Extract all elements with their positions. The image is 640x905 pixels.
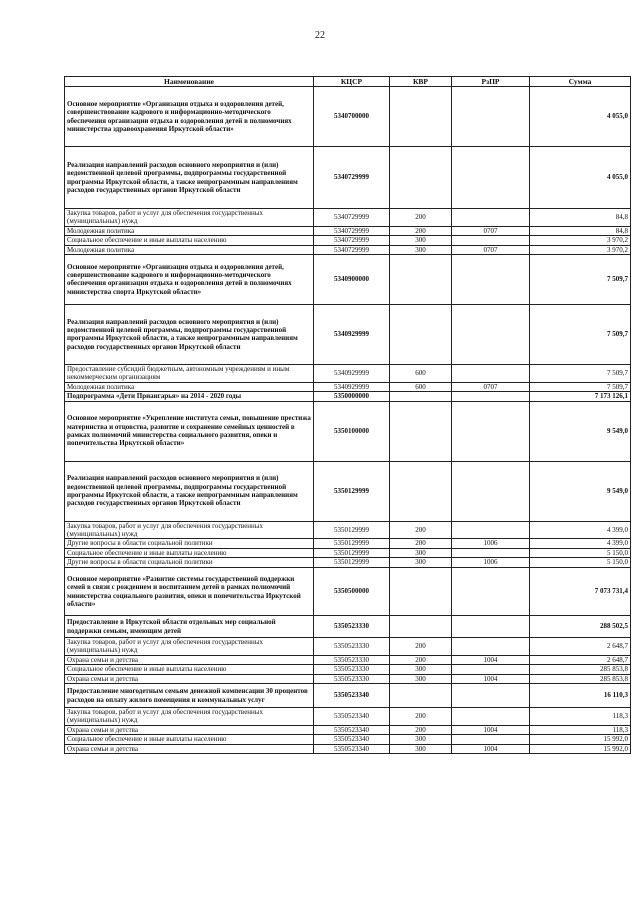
table-row	[65, 665, 631, 674]
cell-kvr: 200	[390, 539, 452, 548]
cell-name: Молодежная политика	[65, 226, 314, 235]
cell-kvr: 200	[390, 655, 452, 664]
cell-name: Реализация направлений расходов основного мероприятия и (или) ведомственной целевой программы, подпрограммы государственной программы Иркутской области, а также непрограммным направлениям расходов государственных органов Иркутской области	[65, 147, 314, 209]
cell-kcsr: 5350523340	[314, 708, 390, 726]
cell-kvr: 300	[390, 744, 452, 753]
cell-name: Реализация направлений расходов основного мероприятия и (или) ведомственной целевой программы, подпрограммы государственной программы Иркутской области, а также непрограммным направлениям расходов государственных органов Иркутской области	[65, 461, 314, 521]
cell-kcsr: 5350129999	[314, 548, 390, 557]
cell-rzpr	[452, 254, 530, 304]
cell-kvr: 300	[390, 236, 452, 245]
cell-rzpr: 1004	[452, 674, 530, 683]
cell-kcsr: 5350500000	[314, 568, 390, 616]
cell-kvr	[390, 684, 452, 708]
cell-kcsr: 5350523340	[314, 735, 390, 744]
cell-rzpr: 1006	[452, 558, 530, 568]
cell-sum: 84,8	[530, 209, 631, 227]
cell-kcsr: 5340900000	[314, 254, 390, 304]
cell-name: Предоставление субсидий бюджетным, автономным учреждениям и иным некоммерческим организациям	[65, 364, 314, 382]
cell-kcsr: 5340729999	[314, 226, 390, 235]
cell-sum: 15 992,0	[530, 744, 631, 753]
table-row	[65, 382, 631, 391]
cell-rzpr	[452, 735, 530, 744]
cell-kcsr: 5350523340	[314, 744, 390, 753]
cell-rzpr	[452, 665, 530, 674]
cell-rzpr	[452, 521, 530, 539]
header-sum: Сумма	[530, 77, 631, 87]
cell-kvr	[390, 461, 452, 521]
cell-kcsr: 5340729999	[314, 236, 390, 245]
cell-kcsr: 5350523330	[314, 655, 390, 664]
table-row	[65, 392, 631, 401]
cell-kvr: 300	[390, 735, 452, 744]
cell-name: Другие вопросы в области социальной политики	[65, 558, 314, 568]
cell-sum: 7 509,7	[530, 254, 631, 304]
cell-kcsr: 5350523340	[314, 725, 390, 734]
cell-rzpr: 0707	[452, 382, 530, 391]
cell-kcsr: 5350523330	[314, 616, 390, 638]
cell-name: Основное мероприятие «Организация отдыха и оздоровления детей, совершенствование кадрового и информационно-методического обеспечения организации отдыха и оздоровления детей в полномочиях министерства спорта Иркутской области»	[65, 254, 314, 304]
header-rzpr: РзПР	[452, 77, 530, 87]
cell-rzpr: 1004	[452, 655, 530, 664]
cell-rzpr: 1006	[452, 539, 530, 548]
cell-sum: 84,8	[530, 226, 631, 235]
cell-kvr: 600	[390, 382, 452, 391]
cell-kcsr: 5340729999	[314, 245, 390, 254]
cell-kcsr: 5350523330	[314, 665, 390, 674]
cell-sum: 2 648,7	[530, 655, 631, 664]
cell-sum: 118,3	[530, 725, 631, 734]
cell-kvr: 200	[390, 521, 452, 539]
cell-kcsr: 5350129999	[314, 521, 390, 539]
cell-kvr	[390, 392, 452, 401]
cell-name: Охрана семьи и детства	[65, 744, 314, 753]
table-row	[65, 539, 631, 548]
cell-kcsr: 5340929999	[314, 382, 390, 391]
cell-kvr	[390, 254, 452, 304]
cell-rzpr: 0707	[452, 226, 530, 235]
cell-name: Закупка товаров, работ и услуг для обеспечения государственных (муниципальных) нужд	[65, 521, 314, 539]
header-name: Наименование	[65, 77, 314, 87]
cell-kvr	[390, 304, 452, 364]
cell-sum: 288 502,5	[530, 616, 631, 638]
cell-rzpr	[452, 684, 530, 708]
table-body	[65, 87, 631, 754]
cell-sum: 285 853,8	[530, 674, 631, 683]
cell-rzpr	[452, 568, 530, 616]
cell-name: Основное мероприятие «Развитие системы государственной поддержки семей в связи с рождением и воспитанием детей в рамках полномочий министерства социального развития, опеки и попечительства Иркутской области»	[65, 568, 314, 616]
cell-sum: 3 970,2	[530, 236, 631, 245]
cell-kvr: 300	[390, 674, 452, 683]
cell-kcsr: 5350000000	[314, 392, 390, 401]
cell-sum: 7 509,7	[530, 364, 631, 382]
cell-sum: 7 073 731,4	[530, 568, 631, 616]
cell-kcsr: 5340929999	[314, 364, 390, 382]
cell-kvr	[390, 568, 452, 616]
cell-name: Социальное обеспечение и иные выплаты населению	[65, 548, 314, 557]
table-row	[65, 461, 631, 521]
header-kcsr: КЦСР	[314, 77, 390, 87]
cell-sum: 15 992,0	[530, 735, 631, 744]
cell-sum: 5 150,0	[530, 548, 631, 557]
cell-name: Основное мероприятие «Укрепление института семьи, повышение престижа материнства и отцовства, развитие и сохранение семейных ценностей в рамках полномочий министерства социального развития, опеки и попечительства Иркутской области»	[65, 401, 314, 461]
cell-name: Другие вопросы в области социальной политики	[65, 539, 314, 548]
cell-name: Молодежная политика	[65, 245, 314, 254]
cell-sum: 4 055,0	[530, 87, 631, 147]
cell-kvr: 200	[390, 725, 452, 734]
cell-kvr: 200	[390, 226, 452, 235]
table-row	[65, 735, 631, 744]
cell-kcsr: 5350523330	[314, 638, 390, 656]
table-row	[65, 744, 631, 753]
cell-rzpr	[452, 304, 530, 364]
cell-kvr	[390, 401, 452, 461]
cell-rzpr	[452, 708, 530, 726]
cell-kvr: 200	[390, 638, 452, 656]
cell-kvr: 600	[390, 364, 452, 382]
cell-name: Охрана семьи и детства	[65, 725, 314, 734]
table-row	[65, 304, 631, 364]
cell-rzpr	[452, 209, 530, 227]
cell-sum: 4 055,0	[530, 147, 631, 209]
cell-rzpr	[452, 364, 530, 382]
cell-kcsr: 5350129999	[314, 539, 390, 548]
cell-sum: 285 853,8	[530, 665, 631, 674]
cell-sum: 3 970,2	[530, 245, 631, 254]
cell-name: Социальное обеспечение и иные выплаты населению	[65, 735, 314, 744]
cell-name: Предоставление в Иркутской области отдельных мер социальной поддержки семьям, имеющим детей	[65, 616, 314, 638]
cell-name: Закупка товаров, работ и услуг для обеспечения государственных (муниципальных) нужд	[65, 638, 314, 656]
cell-kvr	[390, 147, 452, 209]
table-row	[65, 87, 631, 147]
table-row	[65, 725, 631, 734]
table-row	[65, 548, 631, 557]
table-row	[65, 568, 631, 616]
table-row	[65, 364, 631, 382]
table-row	[65, 226, 631, 235]
cell-name: Охрана семьи и детства	[65, 674, 314, 683]
cell-sum: 4 399,0	[530, 521, 631, 539]
table-row	[65, 616, 631, 638]
cell-sum: 9 549,0	[530, 401, 631, 461]
cell-rzpr: 1004	[452, 725, 530, 734]
table-row	[65, 245, 631, 254]
cell-kvr: 300	[390, 245, 452, 254]
cell-name: Реализация направлений расходов основного мероприятия и (или) ведомственной целевой программы, подпрограммы государственной программы Иркутской области, а также непрограммным направлениям расходов государственных органов Иркутской области	[65, 304, 314, 364]
cell-sum: 7 509,7	[530, 382, 631, 391]
cell-name: Подпрограмма «Дети Приангарья» на 2014 - 2020 годы	[65, 392, 314, 401]
cell-sum: 4 399,0	[530, 539, 631, 548]
cell-name: Предоставление многодетным семьям денежной компенсации 30 процентов расходов на оплату жилого помещения и коммунальных услуг	[65, 684, 314, 708]
cell-kvr: 200	[390, 708, 452, 726]
cell-rzpr	[452, 548, 530, 557]
header-kvr: КВР	[390, 77, 452, 87]
cell-name: Закупка товаров, работ и услуг для обеспечения государственных (муниципальных) нужд	[65, 708, 314, 726]
cell-name: Социальное обеспечение и иные выплаты населению	[65, 665, 314, 674]
cell-sum: 9 549,0	[530, 461, 631, 521]
table-row	[65, 708, 631, 726]
table-header-row	[65, 77, 631, 87]
table-row	[65, 684, 631, 708]
cell-kcsr: 5340729999	[314, 209, 390, 227]
cell-kvr: 300	[390, 548, 452, 557]
table-row	[65, 655, 631, 664]
cell-kcsr: 5340700000	[314, 87, 390, 147]
cell-name: Основное мероприятие «Организация отдыха и оздоровления детей, совершенствование кадрового и информационно-методического обеспечения организации отдыха и оздоровления детей в полномочиях министерства здравоохранения Иркутской области»	[65, 87, 314, 147]
cell-kvr: 300	[390, 558, 452, 568]
cell-rzpr: 1004	[452, 744, 530, 753]
cell-kcsr: 5340929999	[314, 304, 390, 364]
cell-name: Молодежная политика	[65, 382, 314, 391]
table-row	[65, 254, 631, 304]
table-row	[65, 147, 631, 209]
table-row	[65, 674, 631, 683]
table-row	[65, 521, 631, 539]
budget-table	[64, 76, 631, 754]
cell-kvr: 200	[390, 209, 452, 227]
cell-sum: 118,3	[530, 708, 631, 726]
cell-rzpr	[452, 401, 530, 461]
table-row	[65, 209, 631, 227]
cell-name: Социальное обеспечение и иные выплаты населению	[65, 236, 314, 245]
cell-rzpr	[452, 147, 530, 209]
cell-name: Закупка товаров, работ и услуг для обеспечения государственных (муниципальных) нужд	[65, 209, 314, 227]
page-number: 22	[315, 30, 325, 41]
cell-name: Охрана семьи и детства	[65, 655, 314, 664]
cell-kcsr: 5350523340	[314, 684, 390, 708]
cell-rzpr: 0707	[452, 245, 530, 254]
cell-sum: 7 173 126,1	[530, 392, 631, 401]
cell-kcsr: 5350523330	[314, 674, 390, 683]
table-row	[65, 638, 631, 656]
cell-rzpr	[452, 638, 530, 656]
cell-kcsr: 5340729999	[314, 147, 390, 209]
cell-kvr	[390, 87, 452, 147]
cell-rzpr	[452, 616, 530, 638]
cell-kcsr: 5350129999	[314, 461, 390, 521]
table-row	[65, 401, 631, 461]
cell-rzpr	[452, 461, 530, 521]
cell-kcsr: 5350100000	[314, 401, 390, 461]
cell-kvr: 300	[390, 665, 452, 674]
cell-sum: 16 110,3	[530, 684, 631, 708]
cell-rzpr	[452, 87, 530, 147]
cell-sum: 5 150,0	[530, 558, 631, 568]
cell-sum: 2 648,7	[530, 638, 631, 656]
table-row	[65, 236, 631, 245]
cell-kcsr: 5350129999	[314, 558, 390, 568]
table-row	[65, 558, 631, 568]
cell-sum: 7 509,7	[530, 304, 631, 364]
cell-rzpr	[452, 236, 530, 245]
cell-rzpr	[452, 392, 530, 401]
cell-kvr	[390, 616, 452, 638]
